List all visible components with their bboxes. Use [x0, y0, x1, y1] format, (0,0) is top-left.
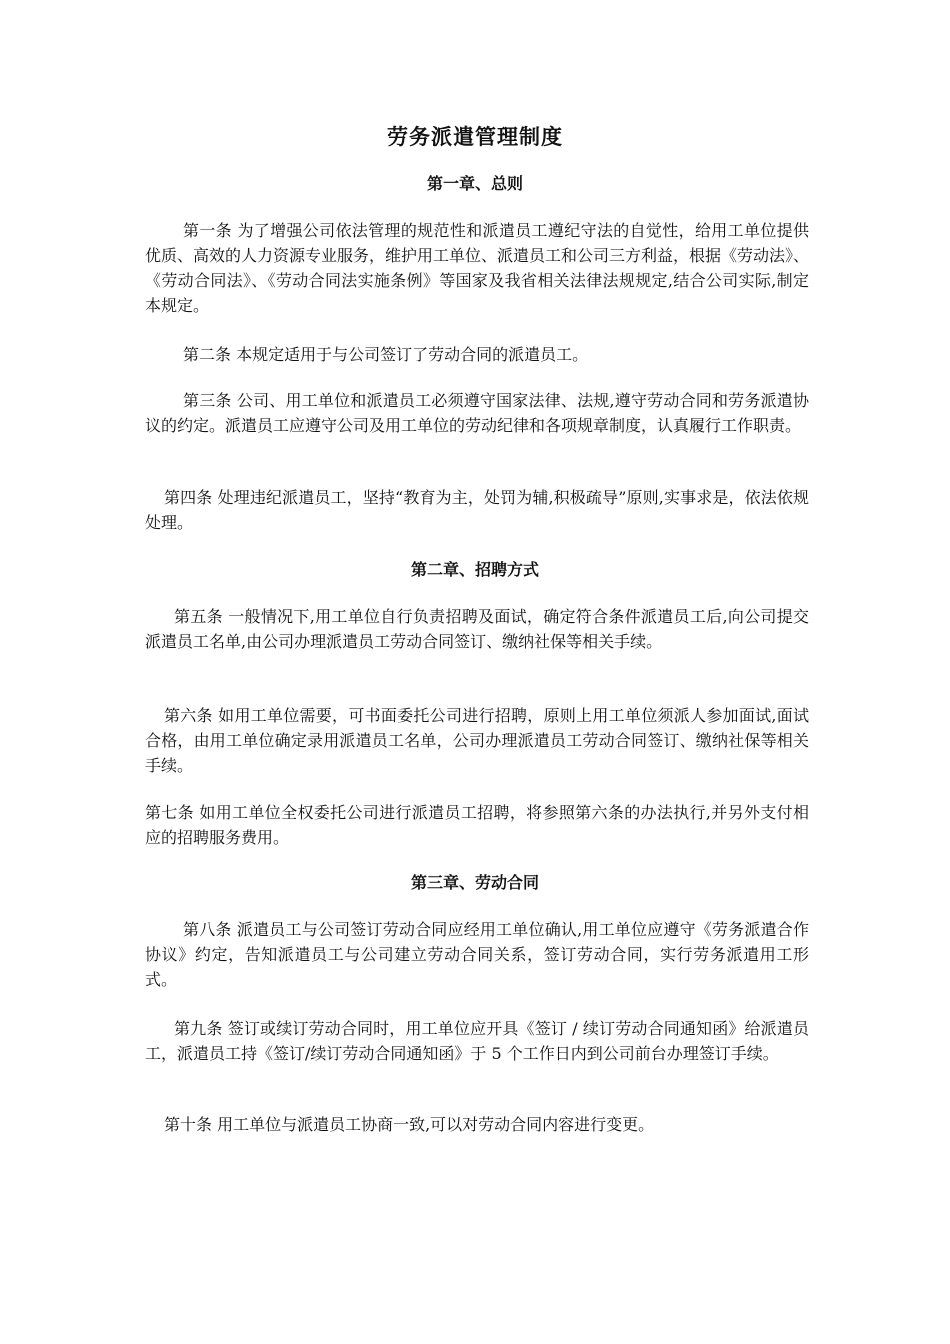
article-paragraph: 第十条 用工单位与派遣员工协商一致,可以对劳动合同内容进行变更。 — [164, 1115, 655, 1134]
chapter-heading: 第三章、劳动合同 — [410, 873, 539, 892]
article-paragraph: 第三条 公司、用工单位和派遣员工必须遵守国家法律、法规,遵守劳动合同和劳务派遣协议的约定。派遣员工应遵守公司及用工单位的劳动纪律和各项规章制度，认真履行工作职责。 — [145, 391, 809, 435]
document-title: 劳务派遣管理制度 — [387, 125, 563, 149]
article-paragraph: 第五条 一般情况下,用工单位自行负责招聘及面试，确定符合条件派遣员工后,向公司提交派遣员工名单,由公司办理派遣员工劳动合同签订、缴纳社保等相关手续。 — [145, 607, 809, 651]
article-paragraph: 第八条 派遣员工与公司签订劳动合同应经用工单位确认,用工单位应遵守《劳务派遣合作协议》约定，告知派遣员工与公司建立劳动合同关系，签订劳动合同，实行劳务派遣用工形式。 — [145, 920, 809, 989]
chapter-heading: 第二章、招聘方式 — [410, 560, 539, 579]
chapter-heading: 第一章、总则 — [426, 174, 523, 193]
article-paragraph: 第四条 处理违纪派遣员工，坚持“教育为主，处罚为辅,积极疏导”原则,实事求是，依法依规处理。 — [145, 488, 809, 532]
article-paragraph: 第一条 为了增强公司依法管理的规范性和派遣员工遵纪守法的自觉性，给用工单位提供优质、高效的人力资源专业服务，维护用工单位、派遣员工和公司三方利益，根据《劳动法》、《劳动合同法》、《劳动合同法实施条例》等国家及我省相关法律法规规定,结合公司实际,制定本规定。 — [145, 221, 810, 315]
article-paragraph: 第二条 本规定适用于与公司签订了劳动合同的派遣员工。 — [183, 345, 589, 364]
article-paragraph: 第七条 如用工单位全权委托公司进行派遣员工招聘，将参照第六条的办法执行,并另外支付相应的招聘服务费用。 — [145, 803, 809, 847]
article-paragraph: 第九条 签订或续订劳动合同时，用工单位应开具《签订 / 续订劳动合同通知函》给派遣员工，派遣员工持《签订/续订劳动合同通知函》于 5 个工作日内到公司前台办理签订手续。 — [145, 1019, 809, 1063]
article-paragraph: 第六条 如用工单位需要，可书面委托公司进行招聘，原则上用工单位须派人参加面试,面试合格，由用工单位确定录用派遣员工名单，公司办理派遣员工劳动合同签订、缴纳社保等相关手续。 — [145, 706, 809, 775]
